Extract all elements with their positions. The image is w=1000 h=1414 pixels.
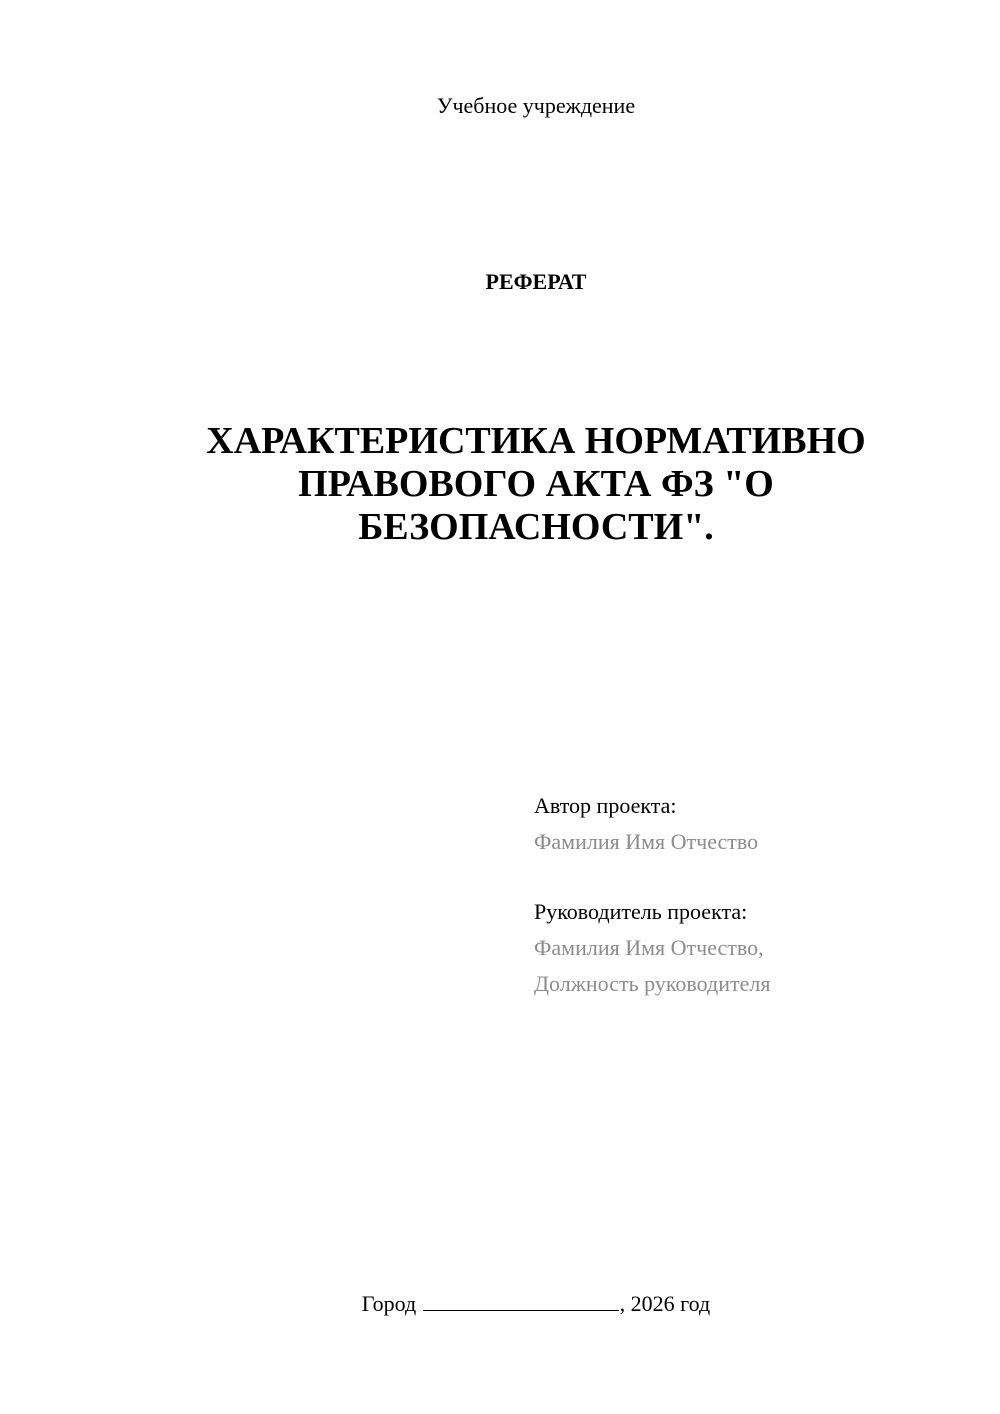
author-name: Фамилия Имя Отчество xyxy=(534,829,759,854)
city-blank-underline xyxy=(423,1292,619,1311)
city-year-line xyxy=(0,1290,1000,1318)
document-type: РЕФЕРАТ xyxy=(485,269,587,294)
document-title: ХАРАКТЕРИСТИКА НОРМАТИВНО ПРАВОВОГО АКТА ФЗ "О БЕЗОПАСНОСТИ". xyxy=(206,420,866,548)
supervisor-position: Должность руководителя xyxy=(534,971,771,996)
supervisor-name: Фамилия Имя Отчество, xyxy=(534,935,764,960)
city-label: Город xyxy=(361,1291,417,1316)
author-label: Автор проекта: xyxy=(534,793,677,818)
year-label: , 2026 год xyxy=(619,1291,711,1316)
credits-block xyxy=(534,788,974,1002)
institution-name: Учебное учреждение xyxy=(436,93,636,118)
supervisor-label: Руководитель проекта: xyxy=(534,899,748,924)
